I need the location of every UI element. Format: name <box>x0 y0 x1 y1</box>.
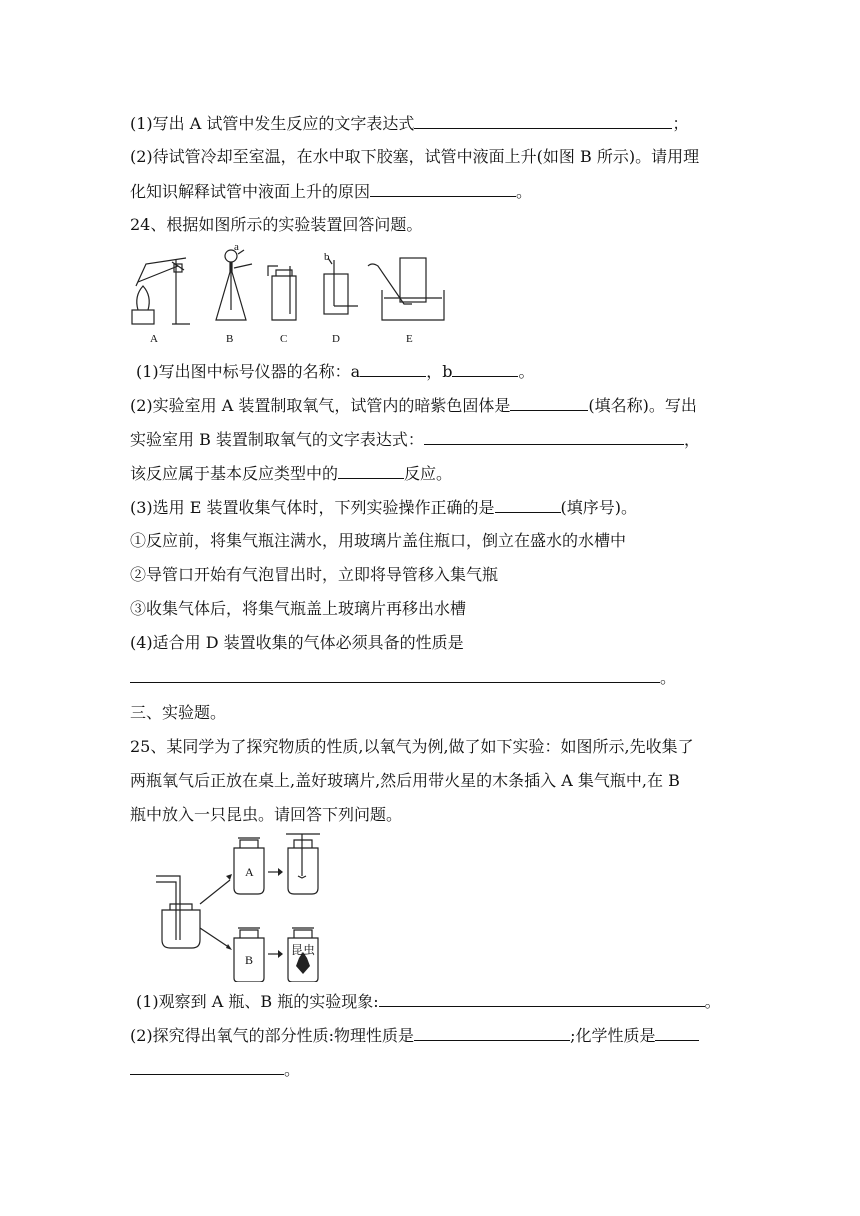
bottle-b-label: B <box>245 953 254 967</box>
q24-sub2-line3 <box>130 462 452 485</box>
q24-sub2-line1 <box>130 394 697 417</box>
q25-sub2-line <box>130 1024 699 1047</box>
q24-sub2-line3-post: 反应。 <box>404 464 453 483</box>
q24-sub2-post: (填名称)。写出 <box>588 396 697 415</box>
q23-sub1-blank[interactable] <box>414 112 672 129</box>
q24-sub3-post: (填序号)。 <box>560 498 638 517</box>
bottle-a-with-splint <box>286 834 320 894</box>
q24-sub1-line <box>136 360 534 383</box>
q24-sub2-line2-post: ， <box>683 430 700 449</box>
q25-stem-line2: 两瓶氧气后正放在桌上,盖好玻璃片,然后用带火星的木条插入 A 集气瓶中,在 B <box>130 771 680 790</box>
q24-option-3: ③收集气体后，将集气瓶盖上玻璃片再移出水槽 <box>130 599 467 618</box>
q25-blank-chemical-part1[interactable] <box>655 1024 699 1041</box>
q24-sub4-answer-line <box>130 666 676 689</box>
label-e: E <box>406 333 413 345</box>
q25-sub1-end: 。 <box>704 992 721 1011</box>
q24-sub2-line2 <box>130 428 700 451</box>
q24-blank-a[interactable] <box>360 360 426 377</box>
q25-experiment-figure <box>154 832 338 982</box>
q24-blank-solid[interactable] <box>510 394 588 411</box>
apparatus-b <box>216 250 252 320</box>
q25-blank-phenomenon[interactable] <box>379 990 705 1007</box>
q24-sub1-mid: ，b <box>426 362 453 381</box>
arrow-to-a <box>200 880 230 904</box>
q24-apparatus-figure <box>128 244 450 350</box>
insect-label: 昆虫 <box>291 943 316 957</box>
q24-sub3-line <box>130 496 637 519</box>
q24-blank-b[interactable] <box>452 360 518 377</box>
marker-b-label: b <box>324 251 330 263</box>
q25-sub2-end: 。 <box>284 1060 301 1079</box>
q24-option-2: ②导管口开始有气泡冒出时，立即将导管移入集气瓶 <box>130 565 499 584</box>
q24-blank-property[interactable] <box>130 666 660 683</box>
q25-sub2-line-cont <box>130 1058 300 1081</box>
q25-stem-line3: 瓶中放入一只昆虫。请回答下列问题。 <box>130 805 403 824</box>
q24-blank-reaction-type[interactable] <box>338 462 404 479</box>
arrowhead-to-b <box>226 944 232 950</box>
q25-sub2-mid: ;化学性质是 <box>570 1026 656 1045</box>
q25-sub2-pre: (2)探究得出氧气的部分性质:物理性质是 <box>130 1026 415 1045</box>
q23-sub2-blank[interactable] <box>370 180 516 197</box>
source-bottle <box>156 876 200 948</box>
q25-stem-line1: 25、某同学为了探究物质的性质,以氧气为例,做了如下实验：如图所示,先收集了 <box>130 737 694 756</box>
apparatus-d <box>324 258 358 314</box>
q23-sub2-line1: (2)待试管冷却至室温，在水中取下胶塞，试管中液面上升(如图 B 所示)。请用理 <box>130 147 700 166</box>
q23-sub2-line2 <box>130 180 532 203</box>
label-d: D <box>332 333 340 345</box>
section-3-heading: 三、实验题。 <box>130 703 227 722</box>
q23-sub1-line <box>130 112 688 135</box>
q23-sub2-text: 化知识解释试管中液面上升的原因 <box>130 182 371 201</box>
apparatus-a <box>132 258 190 324</box>
label-c: C <box>280 333 288 345</box>
q25-blank-physical[interactable] <box>414 1024 570 1041</box>
arrowhead-a <box>278 868 283 876</box>
arrow-to-b <box>200 928 230 948</box>
q25-sub1-pre: (1)观察到 A 瓶、B 瓶的实验现象: <box>136 992 379 1011</box>
marker-a-label: a <box>234 244 239 253</box>
q24-sub2-line3-pre: 该反应属于基本反应类型中的 <box>130 464 339 483</box>
label-a: A <box>150 333 158 345</box>
q24-sub2-line2-pre: 实验室用 B 装置制取氧气的文字表达式： <box>130 430 424 449</box>
q24-stem: 24、根据如图所示的实验装置回答问题。 <box>130 215 423 234</box>
q24-sub4: (4)适合用 D 装置收集的气体必须具备的性质是 <box>130 633 464 652</box>
q23-sub2-end: 。 <box>516 182 533 201</box>
q25-blank-chemical-part2[interactable] <box>130 1058 284 1075</box>
apparatus-c <box>268 266 296 320</box>
q25-sub1-line <box>136 990 721 1013</box>
q24-sub3-pre: (3)选用 E 装置收集气体时，下列实验操作正确的是 <box>130 498 495 517</box>
q24-sub2-pre: (2)实验室用 A 装置制取氧气，试管内的暗紫色固体是 <box>130 396 511 415</box>
q24-blank-equation[interactable] <box>424 428 684 445</box>
bottle-a-label: A <box>245 865 254 879</box>
arrowhead-to-a <box>226 874 232 880</box>
q24-sub1-end: 。 <box>518 362 535 381</box>
q23-sub1-text: (1)写出 A 试管中发生反应的文字表达式 <box>130 114 415 133</box>
q24-sub4-end: 。 <box>660 668 677 687</box>
q24-sub1-pre: (1)写出图中标号仪器的名称：a <box>136 362 361 381</box>
label-b: B <box>226 333 234 345</box>
q24-blank-option[interactable] <box>495 496 561 513</box>
q24-option-1: ①反应前，将集气瓶注满水，用玻璃片盖住瓶口，倒立在盛水的水槽中 <box>130 531 627 550</box>
q23-sub1-end: ； <box>672 114 689 133</box>
apparatus-e <box>368 258 444 320</box>
arrowhead-b <box>278 950 283 958</box>
